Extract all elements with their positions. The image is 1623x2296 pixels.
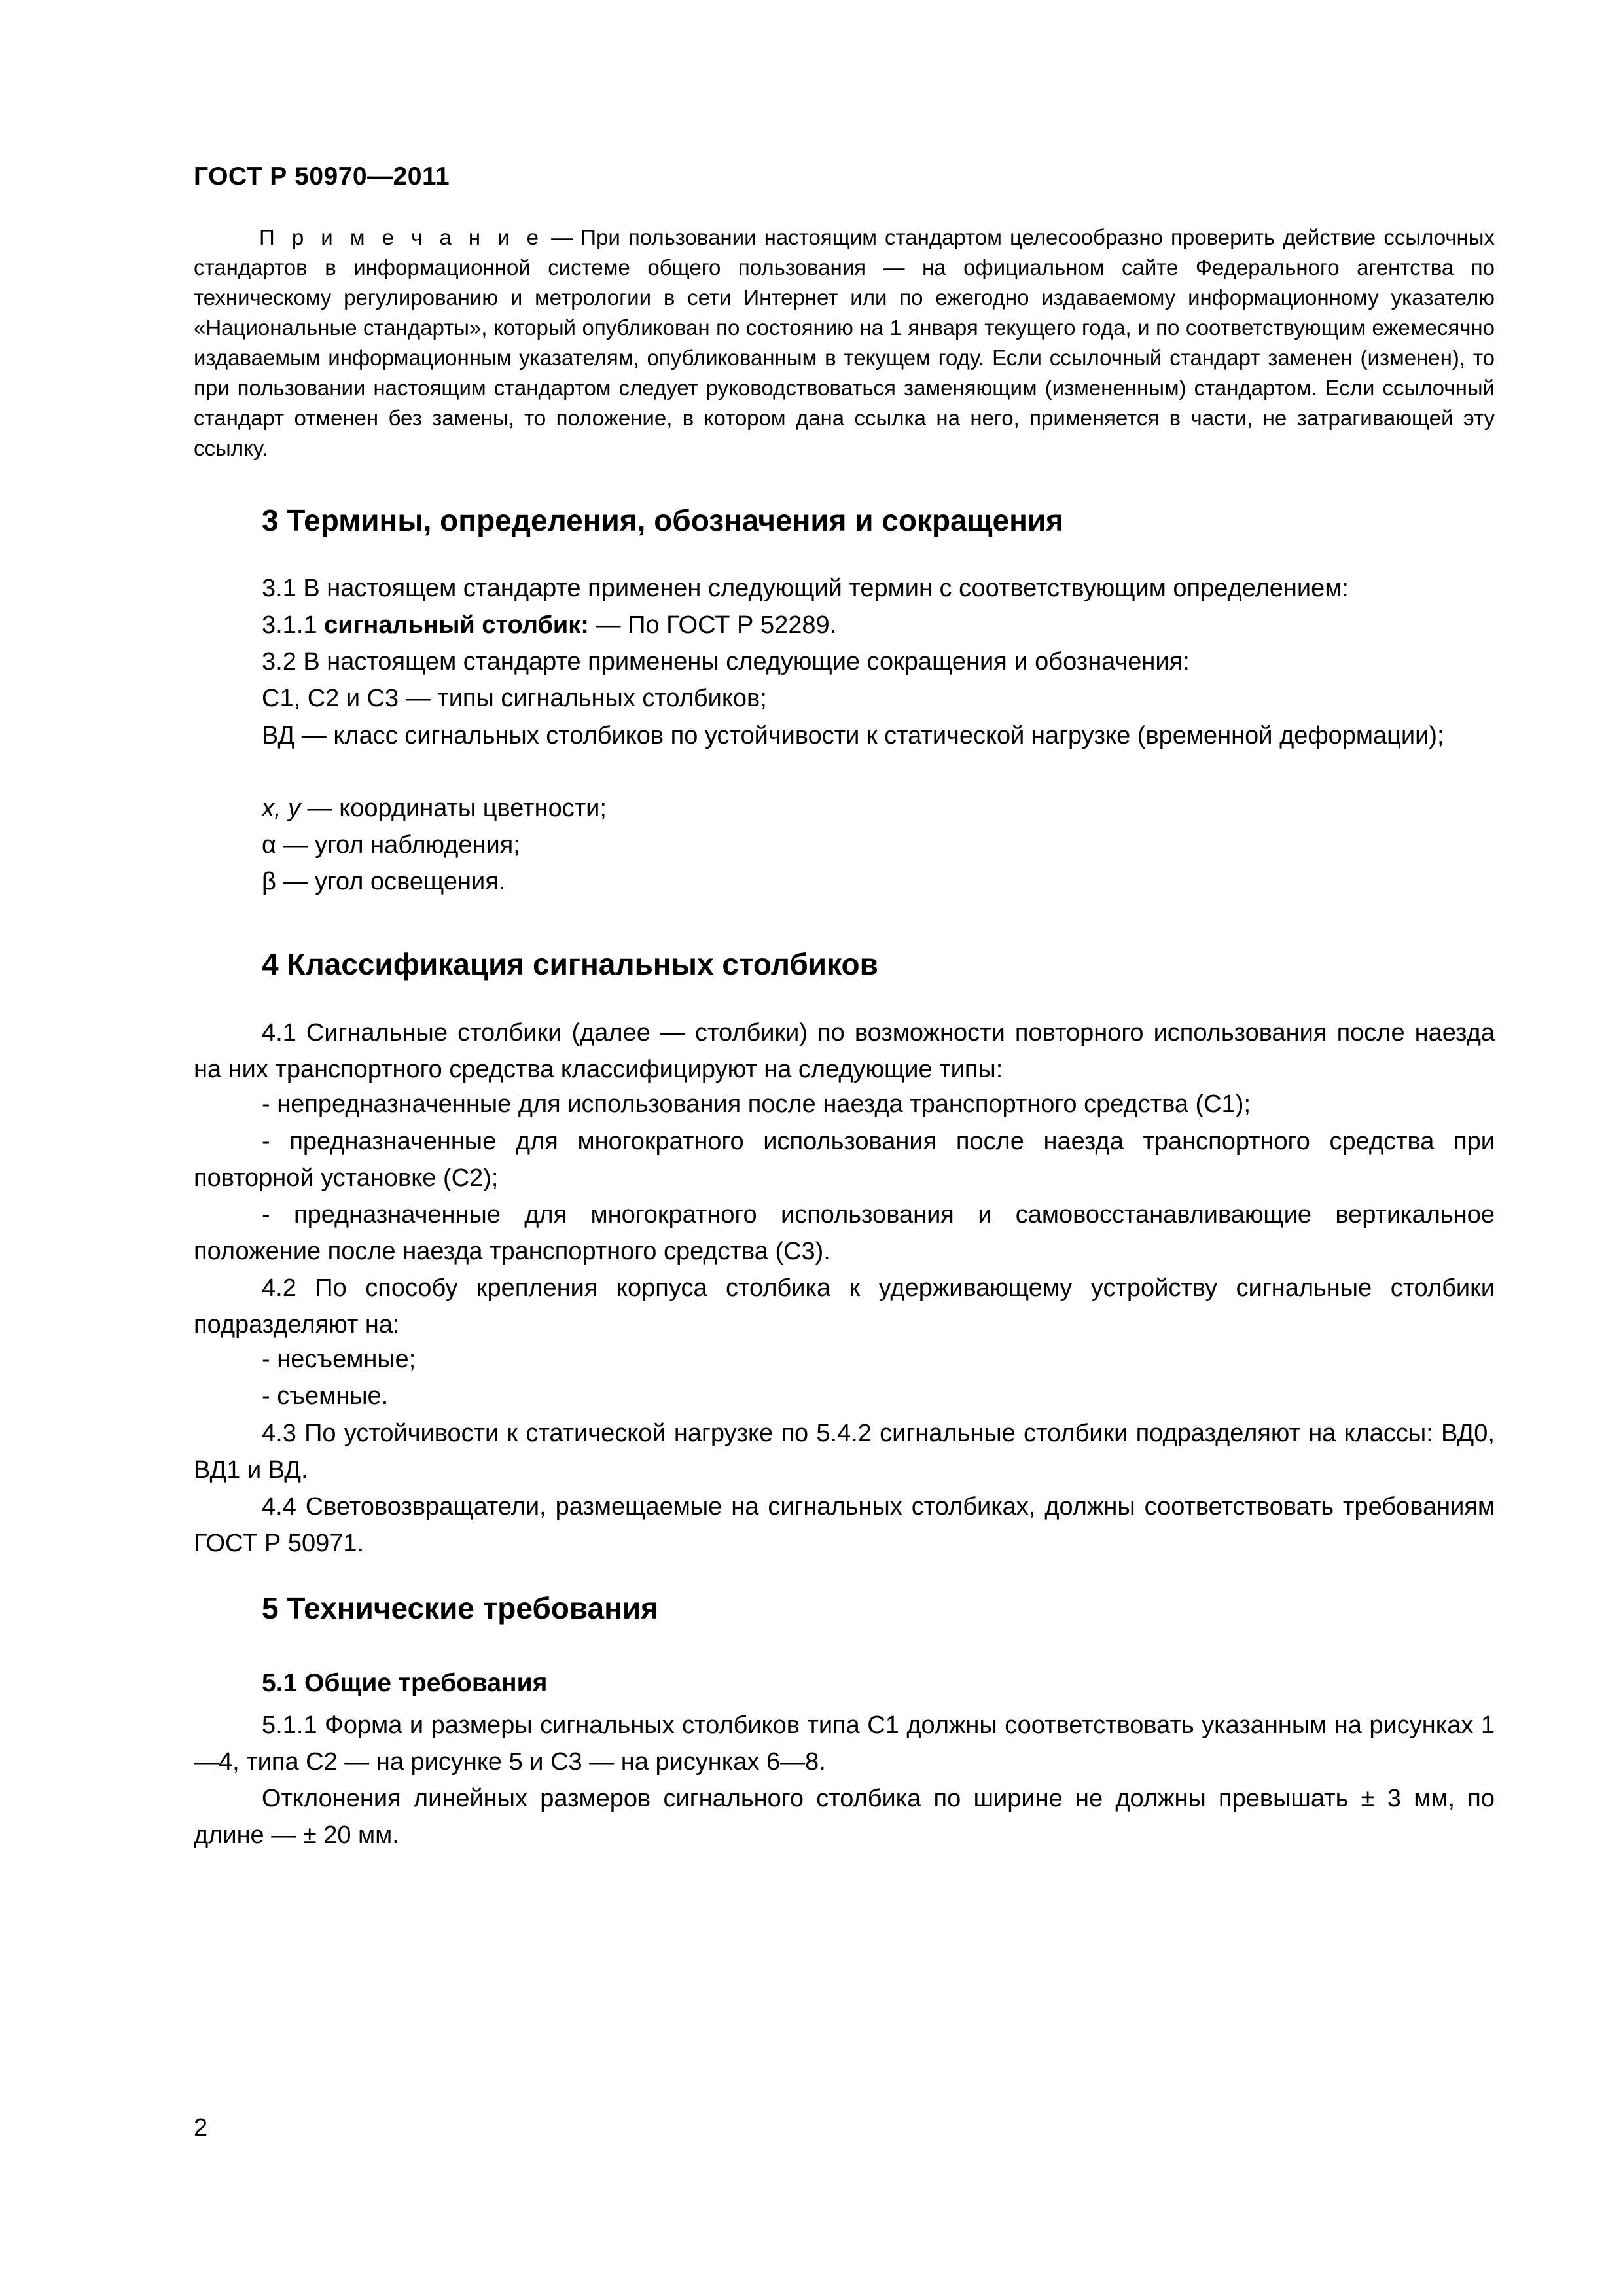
subsection-5-1-heading: 5.1 Общие требования — [262, 1669, 548, 1697]
term-signal-post: сигнальный столбик: — [324, 611, 589, 639]
section-4-heading: 4 Классификация сигнальных столбиков — [262, 947, 878, 981]
list-item-c1: - непредназначенные для использования после наезда транспортного средства (С1); — [262, 1090, 1251, 1118]
list-item-c3: - предназначенные для многократного использования и самовосстанавливающие вертикальное положение после наезда транспортного средства (С3). — [194, 1201, 1495, 1265]
para-3-1-1-number: 3.1.1 — [262, 611, 325, 639]
term-definition: — По ГОСТ Р 52289. — [588, 611, 837, 639]
note-label: П р и м е ч а н и е — [259, 225, 544, 249]
para-4-1: 4.1 Сигнальные столбики (далее — столбики) по возможности повторного использования после наезда на них транспортного средства классифицируют на следующие типы: — [194, 1019, 1495, 1083]
abbr-vd: ВД — класс сигнальных столбиков по устойчивости к статической нагрузке (временной деформации); — [262, 722, 1444, 749]
para-3-1: 3.1 В настоящем стандарте применен следующий термин с соответствующим определением: — [262, 575, 1349, 602]
document-header-id: ГОСТ Р 50970—2011 — [194, 162, 450, 190]
list-item-removable: - съемные. — [262, 1382, 389, 1410]
para-deviations: Отклонения линейных размеров сигнального столбика по ширине не должны превышать ± 3 мм, по длине — ± 20 мм. — [194, 1785, 1495, 1849]
para-3-2: 3.2 В настоящем стандарте применены следующие сокращения и обозначения: — [262, 648, 1190, 675]
symbol-xy-term: x, y — [262, 795, 301, 822]
note-text: — При пользовании настоящим стандартом целесообразно проверить действие ссылочных стандартов в информационной системе общего пользования — на официальном сайте Федерального агентства по техническому регулированию и метрологии в сети Интернет или по ежегодно издаваемому информационному указателю «Национальные стандарты», который опубликован по состоянию на 1 января текущего года, и по соответствующим ежемесячно издаваемым информационным указателям, опубликованным в текущем году. Если ссылочный стандарт заменен (изменен), то при пользовании настоящим стандартом следует руководствоваться заменяющим (измененным) стандартом. Если ссылочный стандарт отменен без замены, то положение, в котором дана ссылка на него, применяется в части, не затрагивающей эту ссылку. — [194, 225, 1495, 460]
symbol-beta: β — угол освещения. — [262, 868, 506, 895]
note-paragraph — [194, 223, 1495, 463]
list-item-fixed: - несъемные; — [262, 1346, 416, 1373]
section-3-heading: 3 Термины, определения, обозначения и сокращения — [262, 503, 1063, 537]
para-4-4: 4.4 Световозвращатели, размещаемые на сигнальных столбиках, должны соответствовать требованиям ГОСТ Р 50971. — [194, 1493, 1495, 1557]
para-4-3: 4.3 По устойчивости к статической нагрузке по 5.4.2 сигнальные столбики подразделяют на классы: ВД0, ВД1 и ВД. — [194, 1420, 1495, 1484]
para-4-2: 4.2 По способу крепления корпуса столбика к удерживающему устройству сигнальные столбики подразделяют на: — [194, 1274, 1495, 1338]
para-3-1-1 — [262, 611, 836, 639]
section-5-heading: 5 Технические требования — [262, 1591, 658, 1625]
page-number: 2 — [194, 2114, 208, 2142]
symbol-alpha: α — угол наблюдения; — [262, 831, 520, 859]
list-item-c2: - предназначенные для многократного использования после наезда транспортного средства при повторной установке (С2); — [194, 1128, 1495, 1192]
para-5-1-1: 5.1.1 Форма и размеры сигнальных столбиков типа С1 должны соответствовать указанным на рисунках 1—4, типа С2 — на рисунке 5 и С3 — на рисунках 6—8. — [194, 1712, 1495, 1776]
symbol-xy-def: — координаты цветности; — [300, 795, 607, 822]
symbol-xy — [262, 795, 607, 823]
abbr-c-types: С1, С2 и С3 — типы сигнальных столбиков; — [262, 685, 767, 712]
